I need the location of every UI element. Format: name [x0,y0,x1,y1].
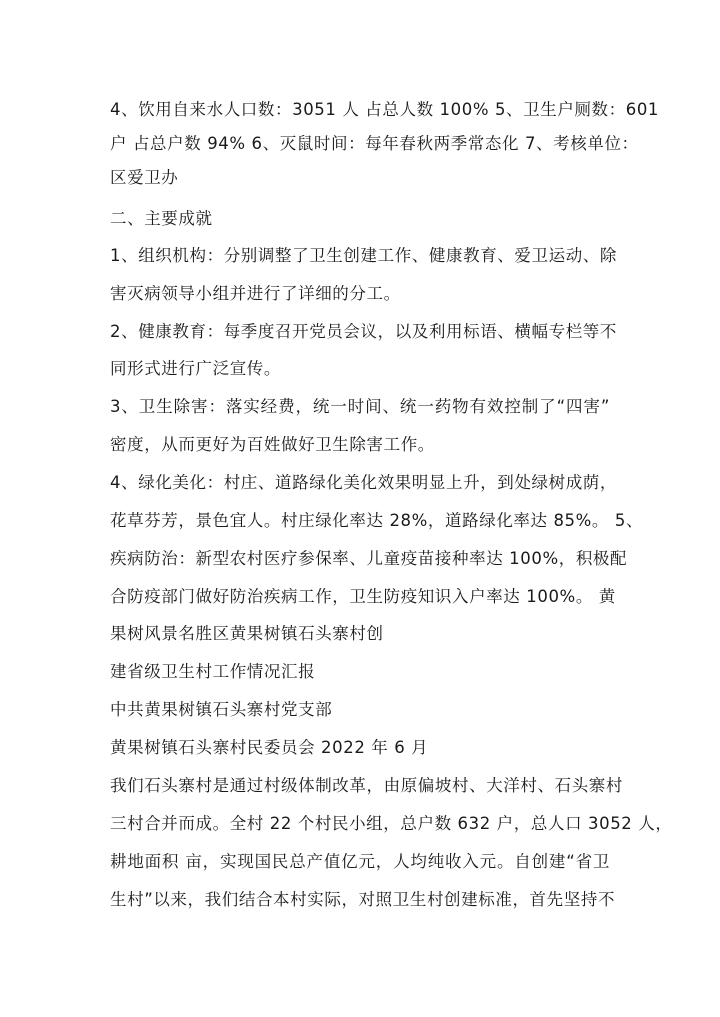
text-line: 耕地面积 亩，实现国民总产值亿元，人均纯收入元。自创建“省卫 [110,852,610,871]
text-line: 生村”以来，我们结合本村实际，对照卫生村创建标准，首先坚持不 [110,890,616,909]
report-title-line-1: 果树风景名胜区黄果树镇石头寨村创 [110,624,384,643]
text-line: 密度，从而更好为百姓做好卫生除害工作。 [110,435,435,454]
text-line: 同形式进行广泛宣传。 [110,359,281,378]
text-line: 4、绿化美化：村庄、道路绿化美化效果明显上升，到处绿树成荫， [110,473,617,492]
issuer-party-branch: 中共黄果树镇石头寨村党支部 [110,700,333,719]
text-line: 三村合并而成。全村 22 个村民小组，总户数 632 户，总人口 3052 人， [110,814,673,833]
text-line: 合防疫部门做好防治疾病工作，卫生防疫知识入户率达 100%。 黄 [110,587,616,606]
text-line: 害灭病领导小组并进行了详细的分工。 [110,284,401,303]
text-line: 1、组织机构：分别调整了卫生创建工作、健康教育、爱卫运动、除 [110,246,617,265]
text-line: 疾病防治：新型农村医疗参保率、儿童疫苗接种率达 100%，积极配 [110,549,628,568]
text-line: 2、健康教育：每季度召开党员会议，以及利用标语、横幅专栏等不 [110,322,617,341]
issuer-committee-date: 黄果树镇石头寨村民委员会 2022 年 6 月 [110,738,429,757]
text-line: 花草芬芳，景色宜人。村庄绿化率达 28%，道路绿化率达 85%。 5、 [110,511,644,530]
text-line: 户 占总户数 94% 6、灭鼠时间：每年春秋两季常态化 7、考核单位： [110,134,639,153]
text-line: 区爱卫办 [110,168,179,187]
text-line: 我们石头寨村是通过村级体制改革，由原偏坡村、大洋村、石头寨村 [110,776,623,795]
section-heading: 二、主要成就 [110,209,213,228]
text-line: 4、饮用自来水人口数：3051 人 占总人数 100% 5、卫生户厕数：601 [110,100,660,119]
text-line: 3、卫生除害：落实经费，统一时间、统一药物有效控制了“四害” [110,397,610,416]
report-title-line-2: 建省级卫生村工作情况汇报 [110,662,316,681]
